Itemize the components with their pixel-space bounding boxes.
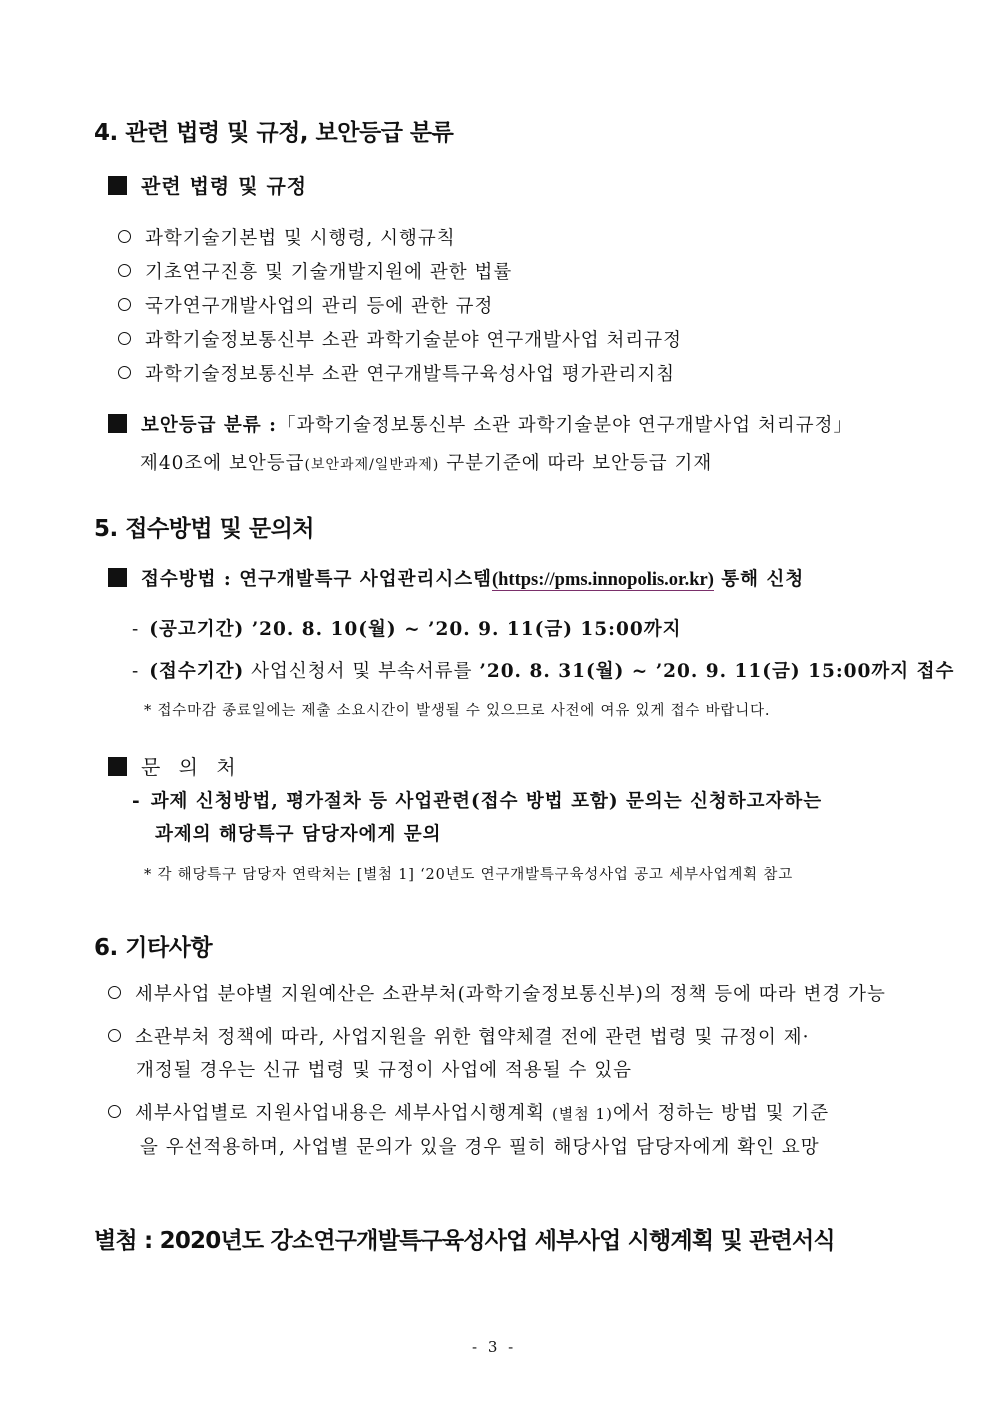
contact-line-1: - 과제 신청방법, 평가절차 등 사업관련(접수 방법 포함) 문의는 신청하고자하는	[132, 791, 823, 812]
circle-bullet-icon	[118, 298, 131, 311]
contact-line-2: 과제의 해당특구 담당자에게 문의	[155, 824, 442, 845]
square-bullet-icon	[108, 414, 127, 433]
list-item: 과학기술정보통신부 소관 과학기술분야 연구개발사업 처리규정	[118, 326, 682, 352]
receipt-note: * 접수마감 종료일에는 제출 소요시간이 발생될 수 있으므로 사전에 여유 있게 접수 바랍니다.	[144, 703, 771, 719]
square-bullet-icon	[108, 757, 127, 776]
list-item: 과학기술기본법 및 시행령, 시행규칙	[118, 224, 456, 250]
circle-bullet-icon	[118, 230, 131, 243]
security-classification	[108, 411, 853, 437]
square-bullet-icon	[108, 568, 127, 587]
receipt-period: - (접수기간) 사업신청서 및 부속서류를 ’20. 8. 31(월) ~ ’20. 9. 11(금) 15:00까지 접수	[132, 661, 955, 682]
security-label: 보안등급 분류 :	[141, 415, 277, 436]
laws-heading	[108, 170, 307, 199]
list-item: 국가연구개발사업의 관리 등에 관한 규정	[118, 292, 493, 318]
announcement-period: - (공고기간) ’20. 8. 10(월) ~ ’20. 9. 11(금) 15:00까지	[132, 619, 682, 640]
circle-bullet-icon	[108, 1029, 121, 1042]
security-classification-detail: 제40조에 보안등급(보안과제/일반과제) 구분기준에 따라 보안등급 기재	[140, 453, 713, 474]
circle-bullet-icon	[108, 986, 121, 999]
section-4-title: 4. 관련 법령 및 규정, 보안등급 분류	[94, 120, 454, 146]
attachment-title: 별첨 : 2020년도 강소연구개발특구육성사업 세부사업 시행계획 및 관련서식	[94, 1228, 835, 1254]
list-item: 과학기술정보통신부 소관 연구개발특구육성사업 평가관리지침	[118, 360, 675, 386]
section-5-title: 5. 접수방법 및 문의처	[94, 516, 315, 542]
list-item: 소관부처 정책에 따라, 사업지원을 위한 협약체결 전에 관련 법령 및 규정이 제·	[108, 1023, 809, 1049]
list-item: 세부사업 분야별 지원예산은 소관부처(과학기술정보통신부)의 정책 등에 따라 변경 가능	[108, 980, 886, 1006]
contact-note: * 각 해당특구 담당자 연락처는 [별첨 1] ‘20년도 연구개발특구육성사업 공고 세부사업계획 참고	[144, 867, 793, 883]
circle-bullet-icon	[108, 1105, 121, 1118]
page-number: - 3 -	[472, 1338, 517, 1356]
square-bullet-icon	[108, 176, 127, 195]
pms-link[interactable]: (https://pms.innopolis.or.kr)	[491, 570, 714, 590]
contact-heading: 문 의 처	[108, 751, 242, 780]
security-regulation: 「과학기술정보통신부 소관 과학기술분야 연구개발사업 처리규정」	[276, 415, 853, 436]
submission-method: 접수방법 : 연구개발특구 사업관리시스템(https://pms.innopolis.or.kr) 통해 신청	[108, 565, 804, 591]
laws-heading-label: 관련 법령 및 규정	[141, 174, 308, 198]
list-item-continuation: 을 우선적용하며, 사업별 문의가 있을 경우 필히 해당사업 담당자에게 확인 요망	[140, 1137, 820, 1158]
section-6-title: 6. 기타사항	[94, 935, 213, 961]
circle-bullet-icon	[118, 264, 131, 277]
circle-bullet-icon	[118, 332, 131, 345]
list-item-continuation: 개정될 경우는 신규 법령 및 규정이 사업에 적용될 수 있음	[136, 1060, 632, 1081]
list-item: 세부사업별로 지원사업내용은 세부사업시행계획 (별첨 1)에서 정하는 방법 및 기준	[108, 1099, 829, 1125]
circle-bullet-icon	[118, 366, 131, 379]
list-item: 기초연구진흥 및 기술개발지원에 관한 법률	[118, 258, 512, 284]
